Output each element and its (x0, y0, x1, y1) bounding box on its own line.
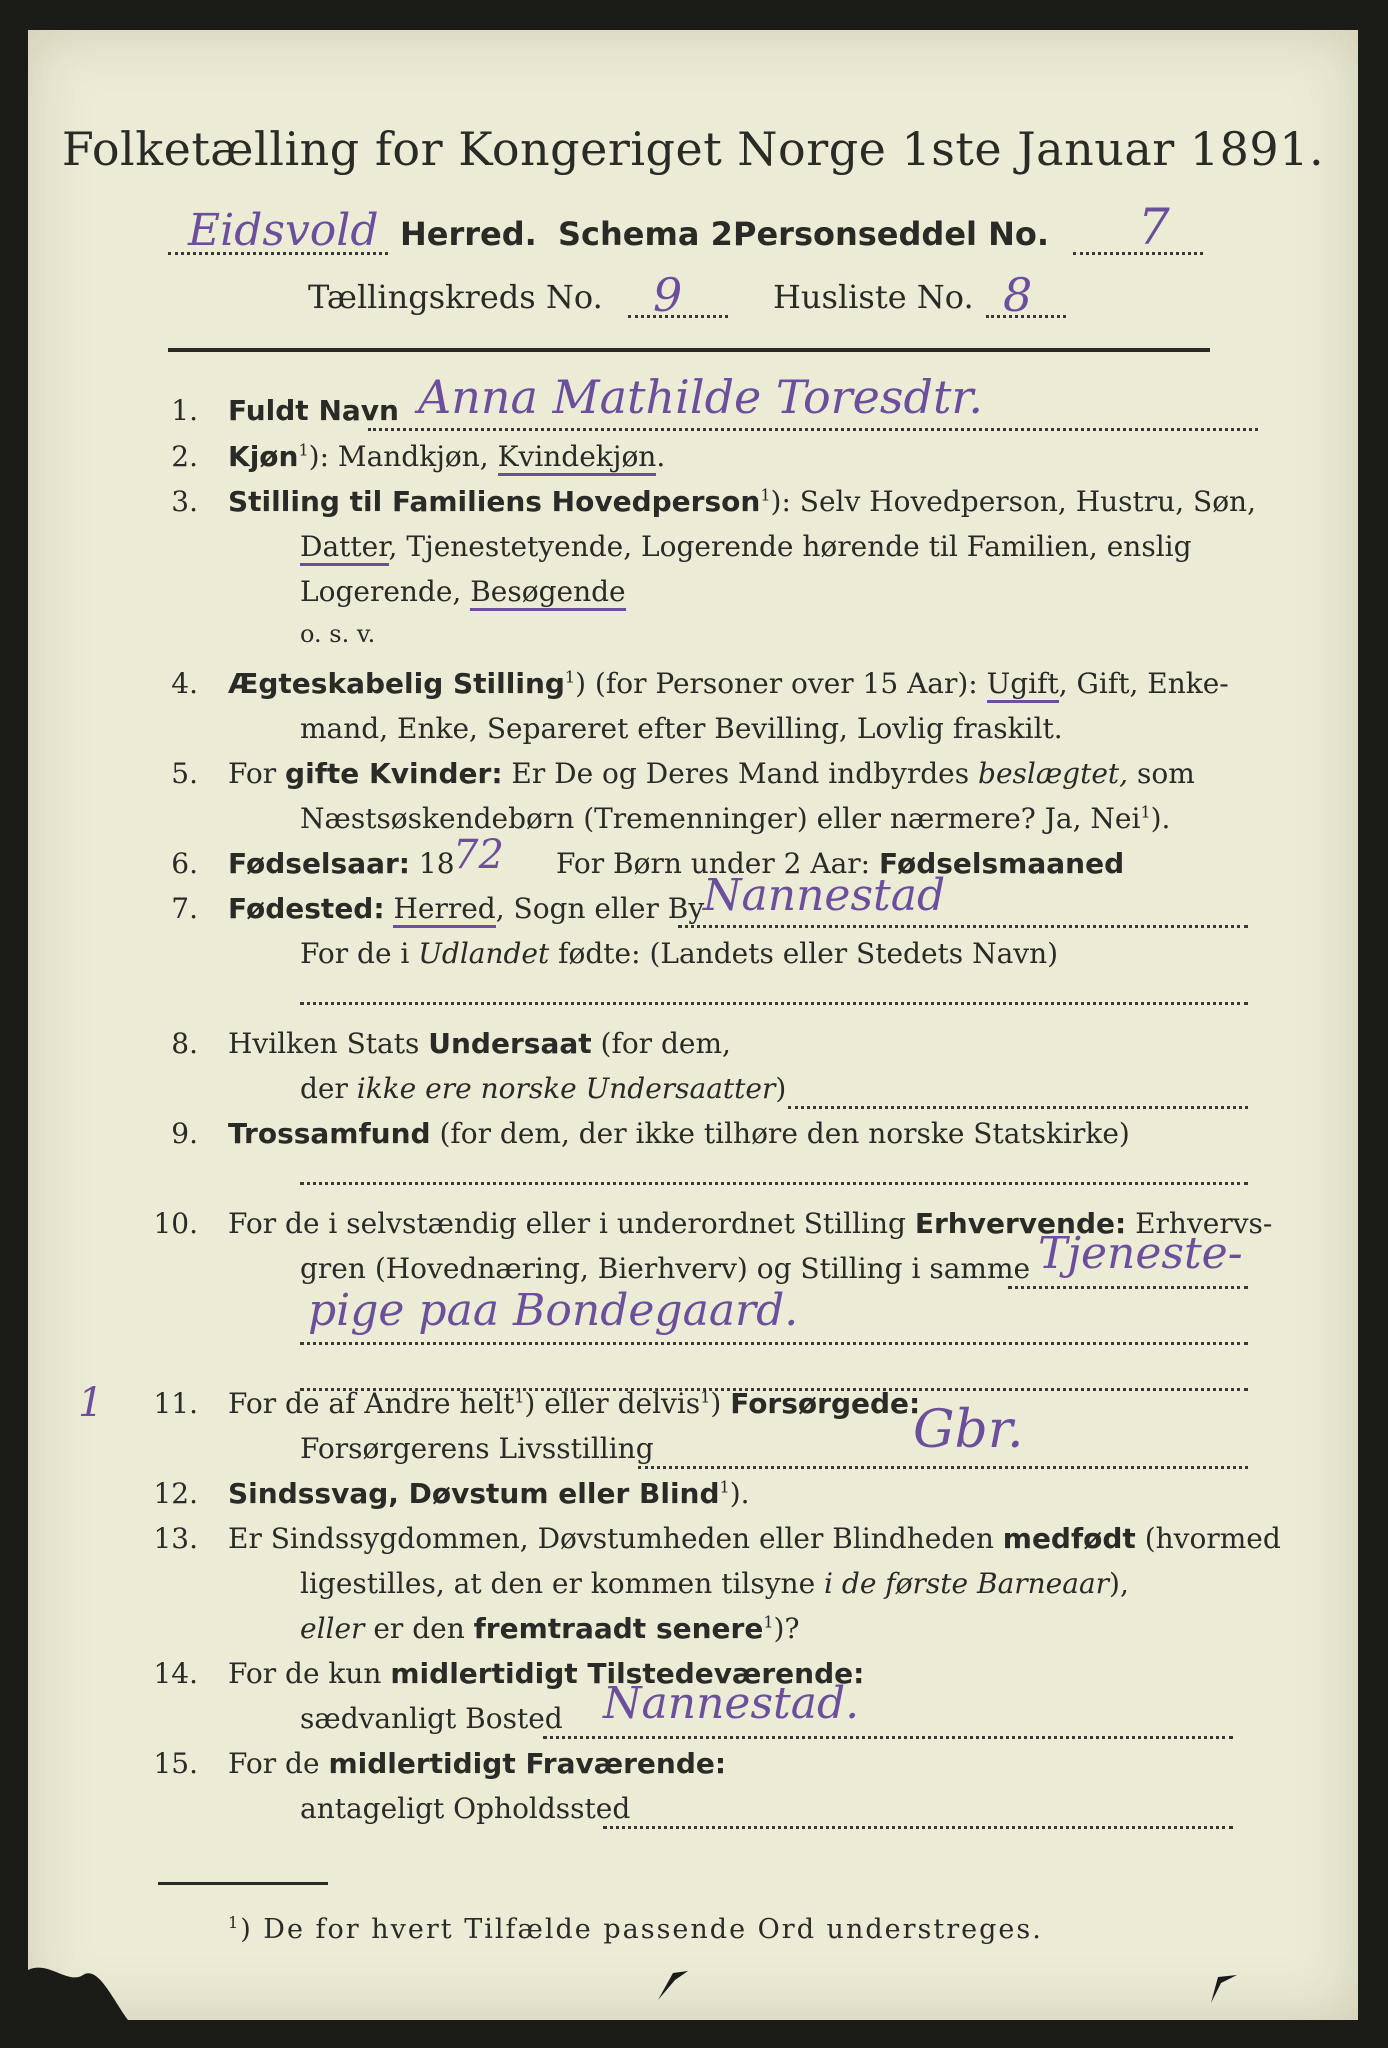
q13-line3-b: er den (364, 1612, 474, 1645)
q4-label: Ægteskabelig Stilling (228, 667, 565, 700)
footnote-sup: 1 (228, 1913, 241, 1932)
q8-line1-c: (for dem, (591, 1027, 731, 1060)
q6-value: 72 (453, 832, 504, 878)
q15-line1 (228, 1747, 726, 1780)
footnote-rule (158, 1882, 328, 1885)
q7-line2-c: fødte: (Landets eller Stedets Navn) (549, 937, 1059, 970)
q8-line1 (228, 1027, 731, 1060)
footnote-text: ) De for hvert Tilfælde passende Ord understreges. (240, 1914, 1043, 1945)
q11-margin-mark: 1 (78, 1380, 104, 1426)
q10-line1-a: For de i selvstændig eller i underordnet Stilling (228, 1207, 915, 1240)
q14-value: Nannestad. (603, 1678, 860, 1729)
q3-line1: Stilling til Familiens Hovedperson$^1$): Selv Hovedperson, Hustru, Søn, (228, 485, 1256, 518)
husliste-label: Husliste No. (773, 278, 974, 316)
torn-corner-mark (28, 1930, 168, 2020)
herred-label: Herred. (400, 215, 537, 253)
q2-sup: 1 (298, 440, 309, 460)
ink-mark-1 (653, 1965, 693, 2005)
q7-line2-b: Udlandet (418, 937, 550, 970)
q8-dotline (788, 1106, 1248, 1109)
q13-line3-c: fremtraadt senere (473, 1612, 764, 1645)
q11-line1-a: For de af Andre helt (228, 1387, 515, 1420)
q5-label-b: gifte Kvinder: (285, 757, 503, 790)
q6-number: 6. (171, 847, 198, 880)
q15-line2: antageligt Opholdssted (300, 1792, 631, 1825)
header-rule (168, 348, 1210, 352)
q13-line1-c: (hvormed (1135, 1522, 1281, 1555)
q13-line3: eller er den fremtraadt senere$^1$)? (300, 1612, 800, 1645)
q11-line2: Forsørgerens Livsstilling (300, 1432, 654, 1465)
q15-line1-b: midlertidigt Fraværende: (328, 1747, 727, 1780)
q7-line1 (228, 892, 704, 925)
q3-label: Stilling til Familiens Hovedperson (228, 485, 761, 518)
q10-dotline-1 (1008, 1286, 1248, 1289)
q10-value-2: pige paa Bondegaard. (308, 1285, 799, 1336)
q5-line1-b: beslægtet, (978, 757, 1129, 790)
q6-prefix: 18 (418, 847, 455, 880)
q3-line4: o. s. v. (300, 620, 376, 648)
q3-line1-rest: ): Selv Hovedperson, Hustru, Søn, (770, 485, 1256, 518)
q7-underlined-herred: Herred (393, 892, 495, 928)
q7-label: Fødested: (228, 892, 385, 925)
q1-value: Anna Mathilde Toresdtr. (418, 370, 983, 424)
q13-number: 13. (153, 1522, 198, 1555)
q11-value: Gbr. (913, 1400, 1024, 1460)
q13-line1 (228, 1522, 1281, 1555)
q10-line2: gren (Hovednæring, Bierhverv) og Stilling i samme (300, 1252, 1031, 1285)
kreds-value: 9 (653, 268, 683, 322)
q7-dotline-2 (300, 1002, 1248, 1005)
q3-line2-rest: , Tjenestetyende, Logerende hørende til Familien, enslig (388, 530, 1192, 563)
q2-label: Kjøn (228, 440, 299, 473)
q3-underlined-datter: Datter (300, 530, 389, 566)
q5-number: 5. (171, 757, 198, 790)
q12-line: Sindssvag, Døvstum eller Blind$^1$). (228, 1477, 750, 1510)
q1-number: 1. (171, 394, 198, 427)
q6-rest-b: Fødselsmaaned (878, 847, 1125, 880)
q9-dotline (300, 1182, 1248, 1185)
q6-label: Fødselsaar: (228, 847, 410, 880)
q13-line2-c: ), (1109, 1567, 1129, 1600)
q15-dotline (603, 1826, 1233, 1829)
q8-line1-b: Undersaat (428, 1027, 592, 1060)
husliste-value: 8 (1003, 268, 1033, 322)
q14-number: 14. (153, 1657, 198, 1690)
q11-line1-c: ) (710, 1387, 731, 1420)
personseddel-value: 7 (1138, 198, 1170, 256)
q5-line1 (228, 757, 1195, 790)
herred-value: Eidsvold (188, 205, 379, 256)
q11-number: 11. (153, 1387, 198, 1420)
q9-line (228, 1117, 1130, 1150)
q5-line2-text: Næstsøskendebørn (Tremenninger) eller nærmere? Ja, Nei (300, 802, 1141, 835)
q4-number: 4. (171, 667, 198, 700)
q5-line1-a: Er De og Deres Mand indbyrdes (502, 757, 979, 790)
q4-line1-c: , Gift, Enke- (1058, 667, 1229, 700)
q8-number: 8. (171, 1027, 198, 1060)
q10-line1-b: Erhvervende: (914, 1207, 1127, 1240)
form-title: Folketælling for Kongeriget Norge 1ste Januar 1891. (61, 122, 1325, 176)
q10-dotline-2 (300, 1342, 1248, 1345)
q3-underlined-besogende: Besøgende (470, 575, 625, 611)
q4-line1: Ægteskabelig Stilling$^1$) (for Personer over 15 Aar): Ugift, Gift, Enke- (228, 667, 1229, 700)
q8-line2-a: der (300, 1072, 357, 1105)
q14-line1-a: For de kun (228, 1657, 391, 1690)
q14-dotline (543, 1736, 1233, 1739)
q6-line (228, 847, 455, 880)
q2-rest-c: . (656, 440, 666, 473)
q11-line1: For de af Andre helt$^1$) eller delvis$^1$) Forsørgede: (228, 1387, 921, 1420)
q13-line2 (300, 1567, 1129, 1600)
q12-number: 12. (153, 1477, 198, 1510)
q11-dotline (638, 1466, 1248, 1469)
q1-dotline (368, 428, 1258, 431)
q2-underlined: Kvindekjøn (498, 440, 657, 476)
q5-label-a: For (228, 757, 286, 790)
q7-dotline (678, 925, 1248, 928)
q2-number: 2. (171, 440, 198, 473)
q15-line1-a: For de (228, 1747, 329, 1780)
q4-line1-a: ) (for Personer over 15 Aar): (575, 667, 987, 700)
q8-line1-a: Hvilken Stats (228, 1027, 429, 1060)
q2-rest-a: ): Mandkjøn, (308, 440, 498, 473)
q13-line2-b: i de første Barneaar (824, 1567, 1110, 1600)
q12-rest: ). (729, 1477, 750, 1510)
q6-rest-a: For Børn under 2 Aar: (556, 847, 879, 880)
q13-line1-b: medfødt (1002, 1522, 1136, 1555)
q4-underlined-ugift: Ugift (987, 667, 1059, 703)
q2-text (228, 440, 665, 473)
q13-line3-a: eller (300, 1612, 365, 1645)
q8-line2-c: ) (775, 1072, 787, 1105)
q10-value-1: Tjeneste- (1038, 1228, 1243, 1279)
q3-line3 (300, 575, 626, 608)
schema-label: Schema 2. (558, 215, 745, 253)
q8-line2-b: ikke ere norske Undersaatter (356, 1072, 776, 1105)
q11-line1-d: Forsørgede: (730, 1387, 921, 1420)
q14-line2: sædvanligt Bosted (300, 1702, 563, 1735)
q5-line1-c: som (1128, 757, 1195, 790)
q7-line2-a: For de i (300, 937, 419, 970)
q3-number: 3. (171, 485, 198, 518)
q13-line1-a: Er Sindssygdommen, Døvstumheden eller Blindheden (228, 1522, 1003, 1555)
q7-rest-b: , Sogn eller By (495, 892, 705, 925)
q3-line2 (300, 530, 1192, 563)
q9-number: 9. (171, 1117, 198, 1150)
q5-line2: Næstsøskendebørn (Tremenninger) eller nærmere? Ja, Nei$^1$). (300, 802, 1171, 835)
personseddel-label: Personseddel No. (733, 215, 1050, 253)
footnote (228, 1913, 1043, 1945)
q4-line2: mand, Enke, Separeret efter Bevilling, Lovlig fraskilt. (300, 712, 1063, 745)
q10-line1-c: Erhvervs- (1126, 1207, 1273, 1240)
q8-line2 (300, 1072, 786, 1105)
census-form (28, 30, 1358, 2020)
q9-rest: (for dem, der ikke tilhøre den norske Statskirke) (430, 1117, 1130, 1150)
q3-line3-a: Logerende, (300, 575, 471, 608)
q13-line3-d: )? (773, 1612, 800, 1645)
q10-number: 10. (153, 1207, 198, 1240)
q14-line1-b: midlertidigt Tilstedeværende: (390, 1657, 865, 1690)
q15-number: 15. (153, 1747, 198, 1780)
q12-label: Sindssvag, Døvstum eller Blind (228, 1477, 720, 1510)
q11-line1-b: ) eller delvis (524, 1387, 701, 1420)
q7-value: Nannestad (703, 870, 946, 921)
q13-line2-a: ligestilles, at den er kommen tilsyne (300, 1567, 825, 1600)
q1-label: Fuldt Navn (228, 394, 399, 427)
ink-mark-2 (1203, 1965, 1243, 2005)
q7-number: 7. (171, 892, 198, 925)
q7-line2 (300, 937, 1058, 970)
q9-label: Trossamfund (228, 1117, 431, 1150)
kreds-label: Tællingskreds No. (308, 278, 603, 316)
